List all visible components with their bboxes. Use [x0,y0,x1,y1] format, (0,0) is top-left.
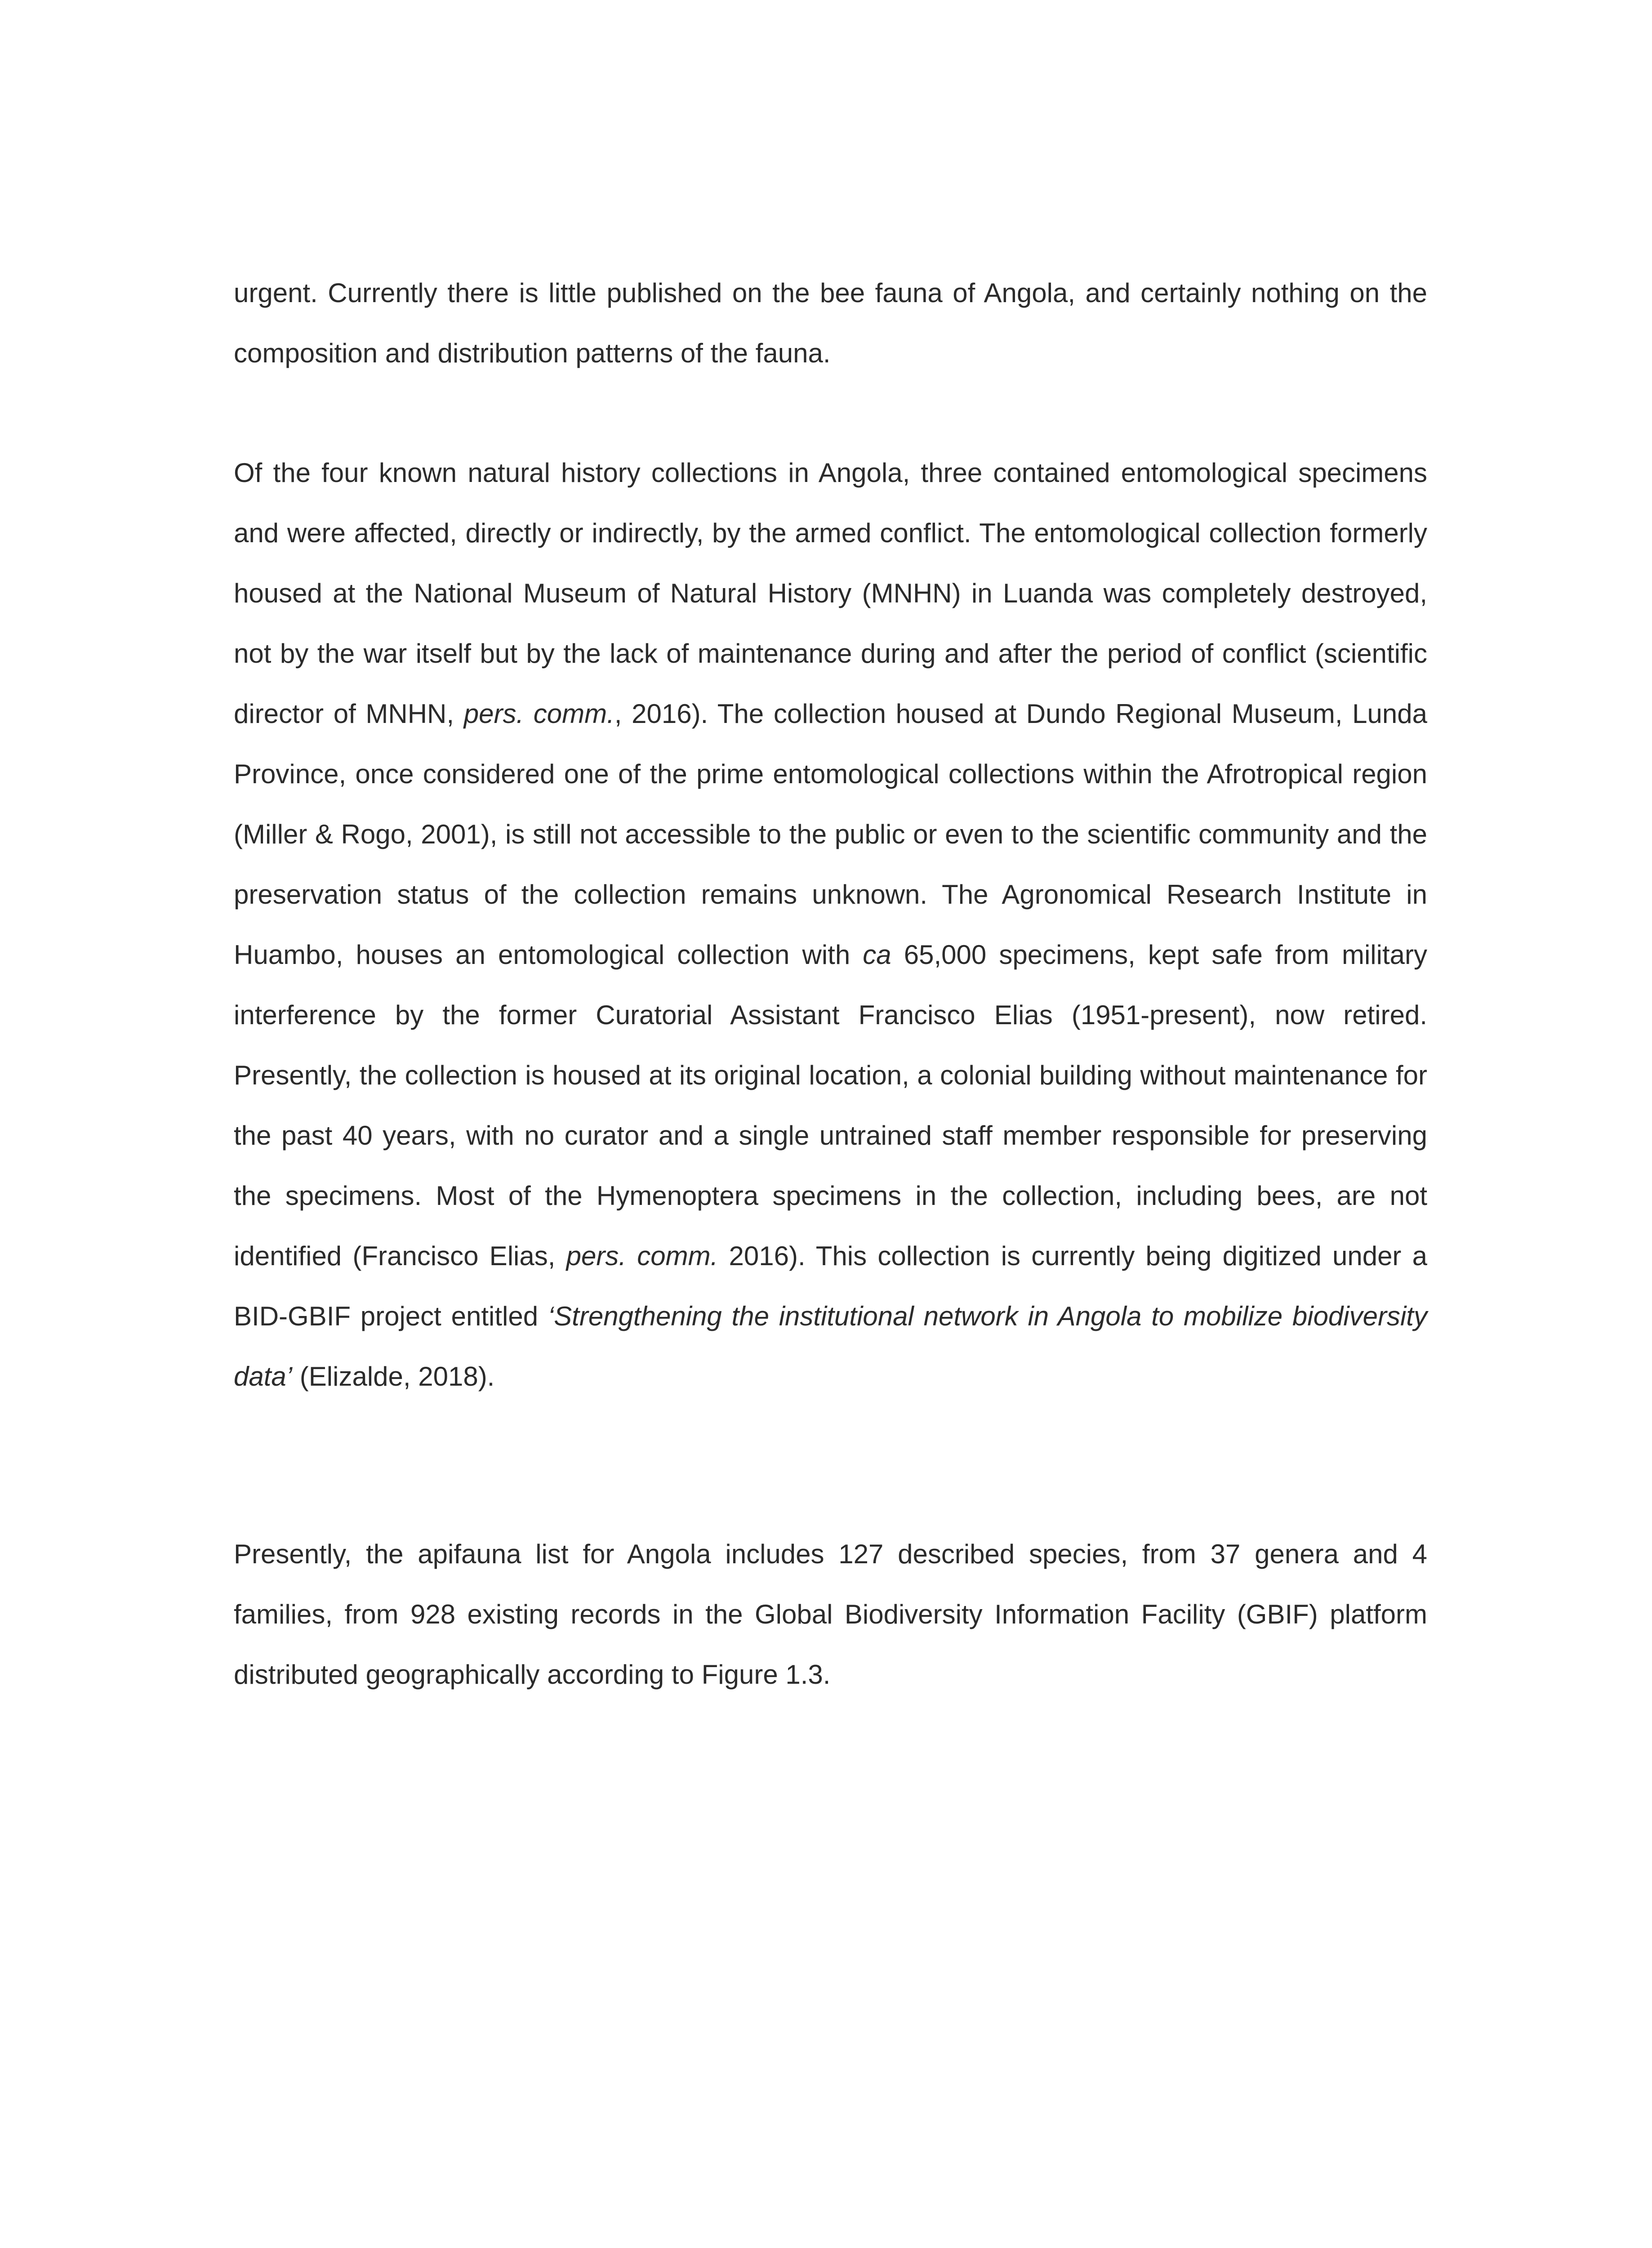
italic-text-segment: pers. comm. [463,699,614,729]
body-paragraph-2 [234,443,1427,1407]
italic-text-segment: ‘Strengthening the institutional network in Angola to mobilize biodiversity data’ [234,1301,1427,1392]
page-number [1160,2246,1394,2248]
paragraph-text [234,263,1427,384]
body-paragraph-3 [234,1524,1427,1705]
text-segment: urgent. Currently there is little published on the bee fauna of Angola, and certainly nothing on the composition and distribution patterns of the fauna. [234,278,1427,368]
italic-text-segment: ca [863,940,891,970]
text-segment: (Elizalde, 2018). [292,1361,495,1392]
paragraph-text [234,443,1427,1407]
text-segment: Of the four known natural history collections in Angola, three contained entomological specimens and were affected, directly or indirectly, by the armed conflict. The entomological collection formerly housed at the National Museum of Natural History (MNHN) in Luanda was completely destroyed, not by the war itself but by the lack of maintenance during and after the period of conflict (scientific director of MNHN, [234,458,1427,729]
text-segment: , 2016). The collection housed at Dundo Regional Museum, Lunda Province, once considered one of the prime entomological collections within the Afrotropical region (Miller & Rogo, 2001), is still not accessible to the public or even to the scientific community and the preservation status of the collection remains unknown. The Agronomical Research Institute in Huambo, houses an entomological collection with [234,699,1427,970]
italic-text-segment: pers. comm. [566,1241,718,1271]
text-segment: 2016). This collection is currently being digitized under a BID-GBIF project entitled [234,1241,1428,1331]
text-segment: 65,000 specimens, kept safe from military interference by the former Curatorial Assistant Francisco Elias (1951-present), now retired. Presently, the collection is housed at its original location, a colonial building without maintenance for the past 40 years, with no curator and a single untrained staff member responsible for preserving the specimens. Most of the Hymenoptera specimens in the collection, including bees, are not identified (Francisco Elias, [234,940,1427,1271]
body-paragraph-1 [234,263,1427,384]
text-segment: Presently, the apifauna list for Angola includes 127 described species, from 37 genera and 4 families, from 928 existing records in the Global Biodiversity Information Facility (GBIF) platform distributed geographically according to Figure 1.3. [234,1539,1427,1690]
paragraph-text [234,1524,1427,1705]
